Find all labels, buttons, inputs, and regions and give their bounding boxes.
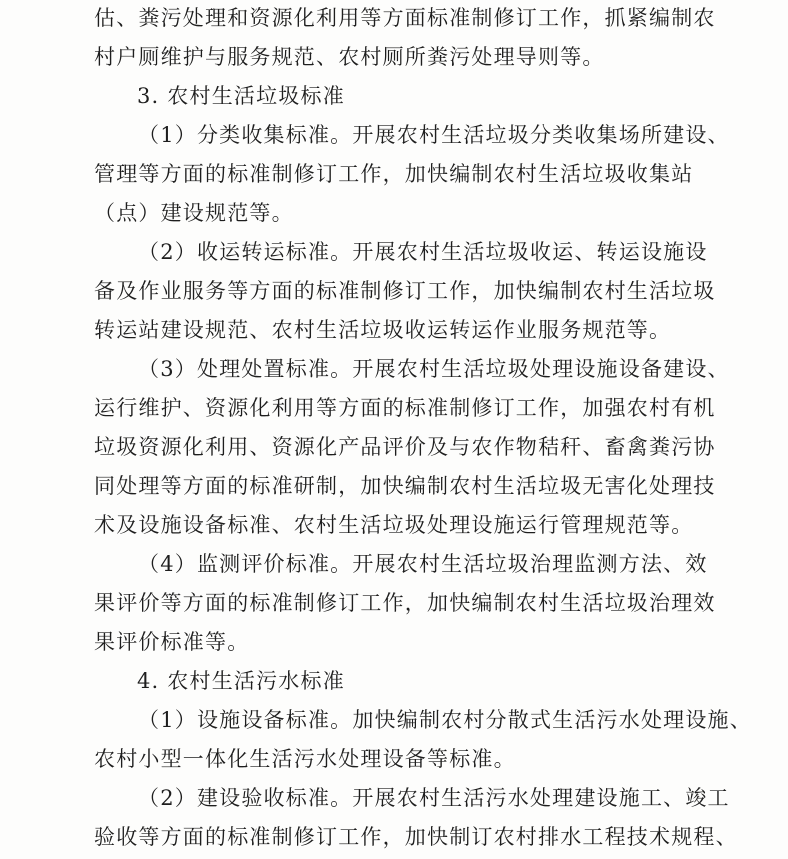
text-line: 村户厕维护与服务规范、农村厕所粪污处理导则等。 xyxy=(94,45,605,69)
text-line: 验收等方面的标准制修订工作，加快制订农村排水工程技术规程、 xyxy=(94,825,738,849)
text-line: 垃圾资源化利用、资源化产品评价及与农作物秸秆、畜禽粪污协 xyxy=(94,435,716,459)
text-line: （3）处理处置标准。开展农村生活垃圾处理设施设备建设、 xyxy=(138,357,730,381)
text-line: （2）建设验收标准。开展农村生活污水处理建设施工、竣工 xyxy=(138,786,730,810)
text-line: 同处理等方面的标准研制，加快编制农村生活垃圾无害化处理技 xyxy=(94,474,716,498)
text-line: （2）收运转运标准。开展农村生活垃圾收运、转运设施设 xyxy=(138,240,708,264)
text-line: （4）监测评价标准。开展农村生活垃圾治理监测方法、效 xyxy=(138,552,708,576)
text-line: （点）建设规范等。 xyxy=(94,201,294,225)
section-heading: 3. 农村生活垃圾标准 xyxy=(137,84,345,108)
text-line: 农村小型一体化生活污水处理设备等标准。 xyxy=(94,747,516,771)
text-line: 术及设施设备标准、农村生活垃圾处理设施运行管理规范等。 xyxy=(94,513,694,537)
text-line: 管理等方面的标准制修订工作，加快编制农村生活垃圾收集站 xyxy=(94,162,694,186)
text-line: 备及作业服务等方面的标准制修订工作，加快编制农村生活垃圾 xyxy=(94,279,716,303)
text-line: （1）分类收集标准。开展农村生活垃圾分类收集场所建设、 xyxy=(138,123,730,147)
text-line: （1）设施设备标准。加快编制农村分散式生活污水处理设施、 xyxy=(138,708,752,732)
text-line: 果评价标准等。 xyxy=(94,630,250,654)
text-line: 转运站建设规范、农村生活垃圾收运转运作业服务规范等。 xyxy=(94,318,672,342)
section-heading: 4. 农村生活污水标准 xyxy=(137,669,345,693)
text-line: 果评价等方面的标准制修订工作，加快编制农村生活垃圾治理效 xyxy=(94,591,716,615)
text-line: 估、粪污处理和资源化利用等方面标准制修订工作，抓紧编制农 xyxy=(94,6,716,30)
text-line: 运行维护、资源化利用等方面的标准制修订工作，加强农村有机 xyxy=(94,396,716,420)
